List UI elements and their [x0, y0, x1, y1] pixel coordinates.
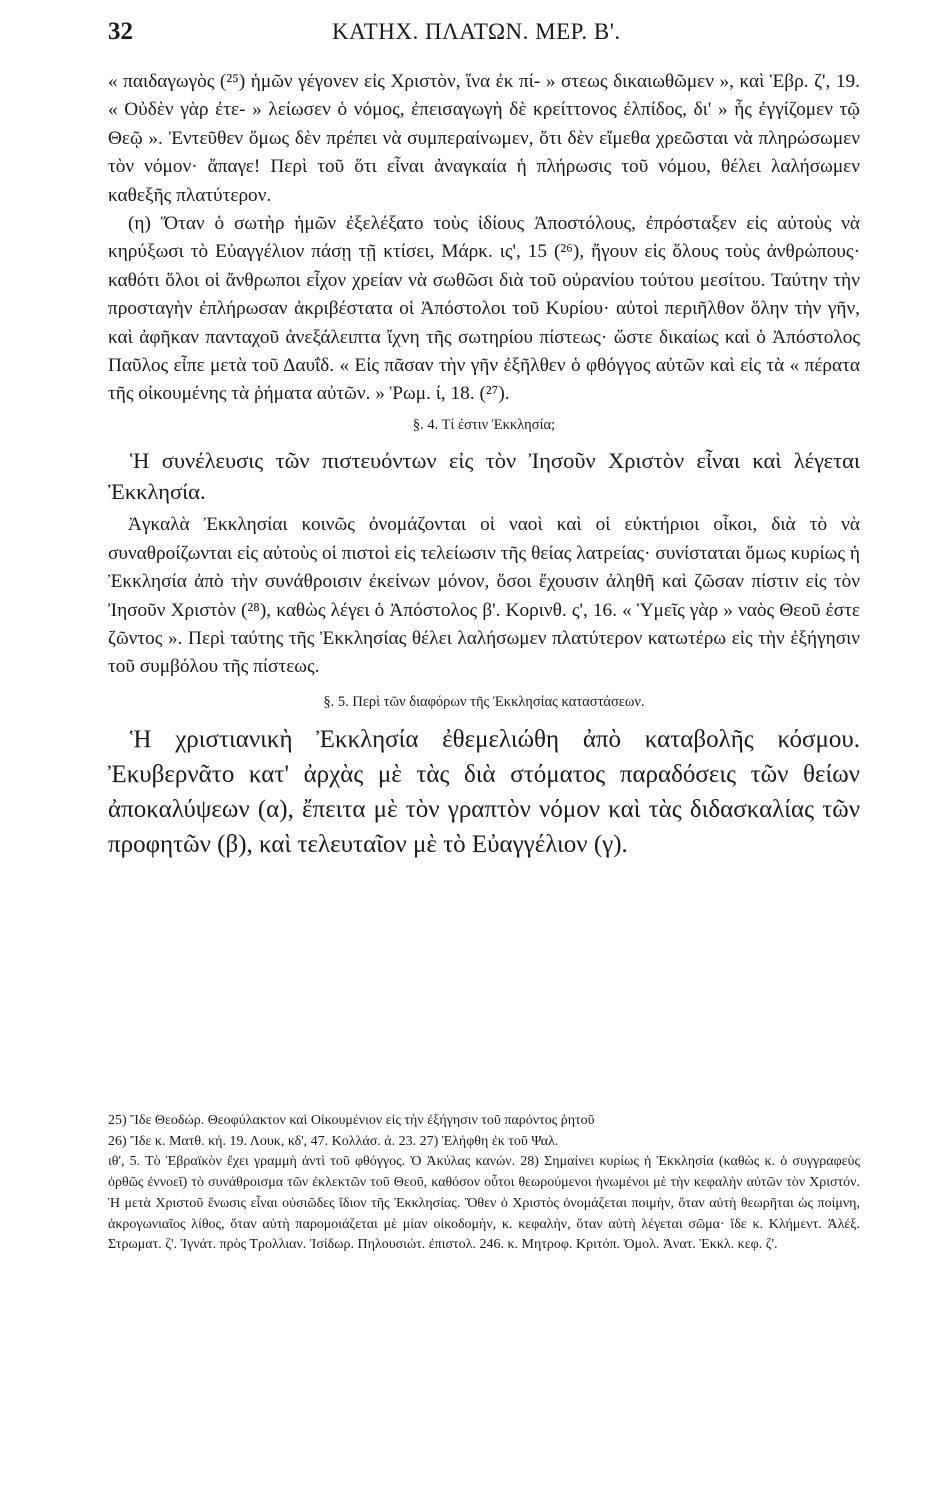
section-5-lead: Ἡ χριστιανικὴ Ἐκκλησία ἐθεμελιώθη ἀπὸ καταβολῆς κόσμου. Ἐκυβερνᾶτο κατ' ἀρχὰς μὲ τὰς διὰ στόματος παραδόσεις τῶν θείων ἀποκαλύψεων (α), ἔπειτα μὲ τὸν γραπτὸν νόμον καὶ τὰς διδασκαλίας τῶν προφητῶν (β), καὶ τελευταῖον μὲ τὸ Εὐαγγέλιον (γ). — [108, 726, 860, 859]
paragraph-quote-continuation: « παιδαγωγὸς (²⁵) ἡμῶν γέγονεν εἰς Χριστὸν, ἵνα ἐκ πί- » στεως δικαιωθῶμεν », καὶ Ἑβρ. ζ', 19. « Οὐδὲν γὰρ ἐτε- » λείωσεν ὁ νόμος, ἐπεισαγωγὴ δὲ κρείττονος ἐλπίδος, δι' » ἧς ἐγγίζομεν τῷ Θεῷ ». Ἐντεῦθεν ὅμως δὲν πρέπει νὰ συμπεραίνωμεν, ὅτι δὲν εἴμεθα χρεῶσται νὰ πληρώσωμεν τὸν νόμον· ἄπαγε! Περὶ τοῦ ὅτι εἶναι ἀναγκαία ἡ πλήρωσις τοῦ νόμου, θέλει λαλήσωμεν καθεξῆς πλατύτερον. — [108, 71, 860, 206]
book-page — [108, 18, 860, 1488]
main-text — [108, 68, 860, 439]
paragraph-eta: (η) Ὅταν ὁ σωτὴρ ἡμῶν ἐξελέξατο τοὺς ἰδίους Ἀποστόλους, ἐπρόσταξεν εἰς αὐτοὺς νὰ κηρύξωσι τὸ Εὐαγγέλιον πάσῃ τῇ κτίσει, Μάρκ. ις', 15 (²⁶), ἤγουν εἰς ὅλους τοὺς ἀνθρώπους· καθότι ὅλοι οἱ ἄνθρωποι εἶχον χρείαν νὰ σωθῶσι διὰ τοῦ οὐρανίου τούτου μεσίτου. Ταύτην τὴν προσταγὴν ἐπλήρωσαν ἀκριβέστατα οἱ Ἀπόστολοι τοῦ Κυρίου· αὐτοὶ περιῆλθον ὅλην τὴν γῆν, καὶ ἀφῆκαν πανταχοῦ ἀνεξάλειπτα ἴχνη τῆς σωτηρίου πίστεως· ὥστε δικαίως καὶ ὁ Ἀπόστολος Παῦλος εἶπε μετὰ τοῦ Δαυΐδ. « Εἰς πᾶσαν τὴν γῆν ἐξῆλθεν ὁ φθόγγος αὐτῶν καὶ εἰς τὰ « πέρατα τῆς οἰκουμένης τὰ ῥήματα αὐτῶν. » Ῥωμ. ί, 18. (²⁷). — [108, 213, 860, 405]
footnotes — [108, 1111, 860, 1256]
section-5-heading: §. 5. Περὶ τῶν διαφόρων τῆς Ἐκκλησίας καταστάσεων. — [323, 693, 645, 710]
footnote-26-27: 26) Ἴδε κ. Ματθ. κή. 19. Λουκ, κδ', 47. Κολλάσ. ά. 23. 27) Ἐλήφθη ἐκ τοῦ Ψαλ. — [108, 1133, 559, 1149]
main-text-continued — [108, 511, 860, 716]
footnote-25: 25) Ἴδε Θεοδώρ. Θεοφύλακτον καὶ Οἰκουμένιον εἰς τὴν ἐξήγησιν τοῦ παρόντος ῥητοῦ — [108, 1113, 595, 1128]
page-number: 32 — [108, 18, 133, 45]
section-4-lead: Ἡ συνέλευσις τῶν πιστευόντων εἰς τὸν Ἰησοῦν Χριστὸν εἶναι καὶ λέγεται Ἐκκλησία. — [108, 448, 860, 505]
page-header — [108, 18, 860, 54]
running-title: ΚΑΤΗΧ. ΠΛΑΤΩΝ. ΜΕΡ. Β'. — [332, 19, 621, 44]
footnote-27-28: ιθ', 5. Τὸ Ἑβραϊκὸν ἔχει γραμμὴ ἀντὶ τοῦ φθόγγος. Ὁ Ἀκύλας κανών. 28) Σημαίνει κυρίως ἡ Ἐκκλησία (καθὼς κ. ὁ συγγραφεὺς ὀρθῶς ἐννοεῖ) τὸ συνάθροισμα τῶν ἐκλεκτῶν τοῦ Θεοῦ, καθόσον οὗτοι θεωρούμενοι ἡνωμένοι μὲ τὴν κεφαλὴν αὐτῶν τὸν Χριστόν. Ἡ μετὰ Χριστοῦ ἕνωσις εἶναι οὐσιῶδες ἴδιον τῆς Ἐκκλησίας. Ὅθεν ὁ Χριστὸς ὀνομάζεται ποιμὴν, ὅταν αὐτὴ θεωρῆται ὡς ποίμνη, ἀκρογωνιαῖος λίθος, ὅταν αὐτὴ παρομοιάζεται μὲ μίαν οἰκοδομὴν, κ. κεφαλὴν, ὅταν αὐτὴ λέγεται σῶμα· ἴδε κ. Κλήμεντ. Ἀλέξ. Στρωματ. ζ'. Ἰγνάτ. πρὸς Τρολλιαν. Ἰσίδωρ. Πηλουσιώτ. ἐπιστολ. 246. κ. Μητροφ. Κριτόπ. Ὁμολ. Ἀνατ. Ἐκκλ. κεφ. ζ'. — [108, 1154, 860, 1253]
paragraph-church: Ἀγκαλὰ Ἐκκλησίαι κοινῶς ὀνομάζονται οἱ ναοὶ καὶ οἱ εὐκτήριοι οἶκοι, διὰ τὸ νὰ συναθροίζωνται εἰς αὐτοὺς οἱ πιστοὶ εἰς τελείωσιν τῆς θείας λατρείας· συνίσταται ὅμως κυρίως ἡ Ἐκκλησία ἀπὸ τὴν συνάθροισιν ἐκείνων μόνον, ὅσοι ἔχουσιν ἀληθῆ καὶ ζῶσαν πίστιν εἰς τὸν Ἰησοῦν Χριστὸν (²⁸), καθὼς λέγει ὁ Ἀπόστολος β'. Κορινθ. ς', 16. « Ὑμεῖς γὰρ » ναὸς Θεοῦ ἐστε ζῶντος ». Περὶ ταύτης τῆς Ἐκκλησίας θέλει λαλήσωμεν πλατύτερον κατωτέρω εἰς τὴν ἐξήγησιν τοῦ συμβόλου τῆς πίστεως. — [108, 514, 860, 678]
section-4-heading: §. 4. Τί ἐστιν Ἐκκλησία; — [412, 416, 556, 433]
